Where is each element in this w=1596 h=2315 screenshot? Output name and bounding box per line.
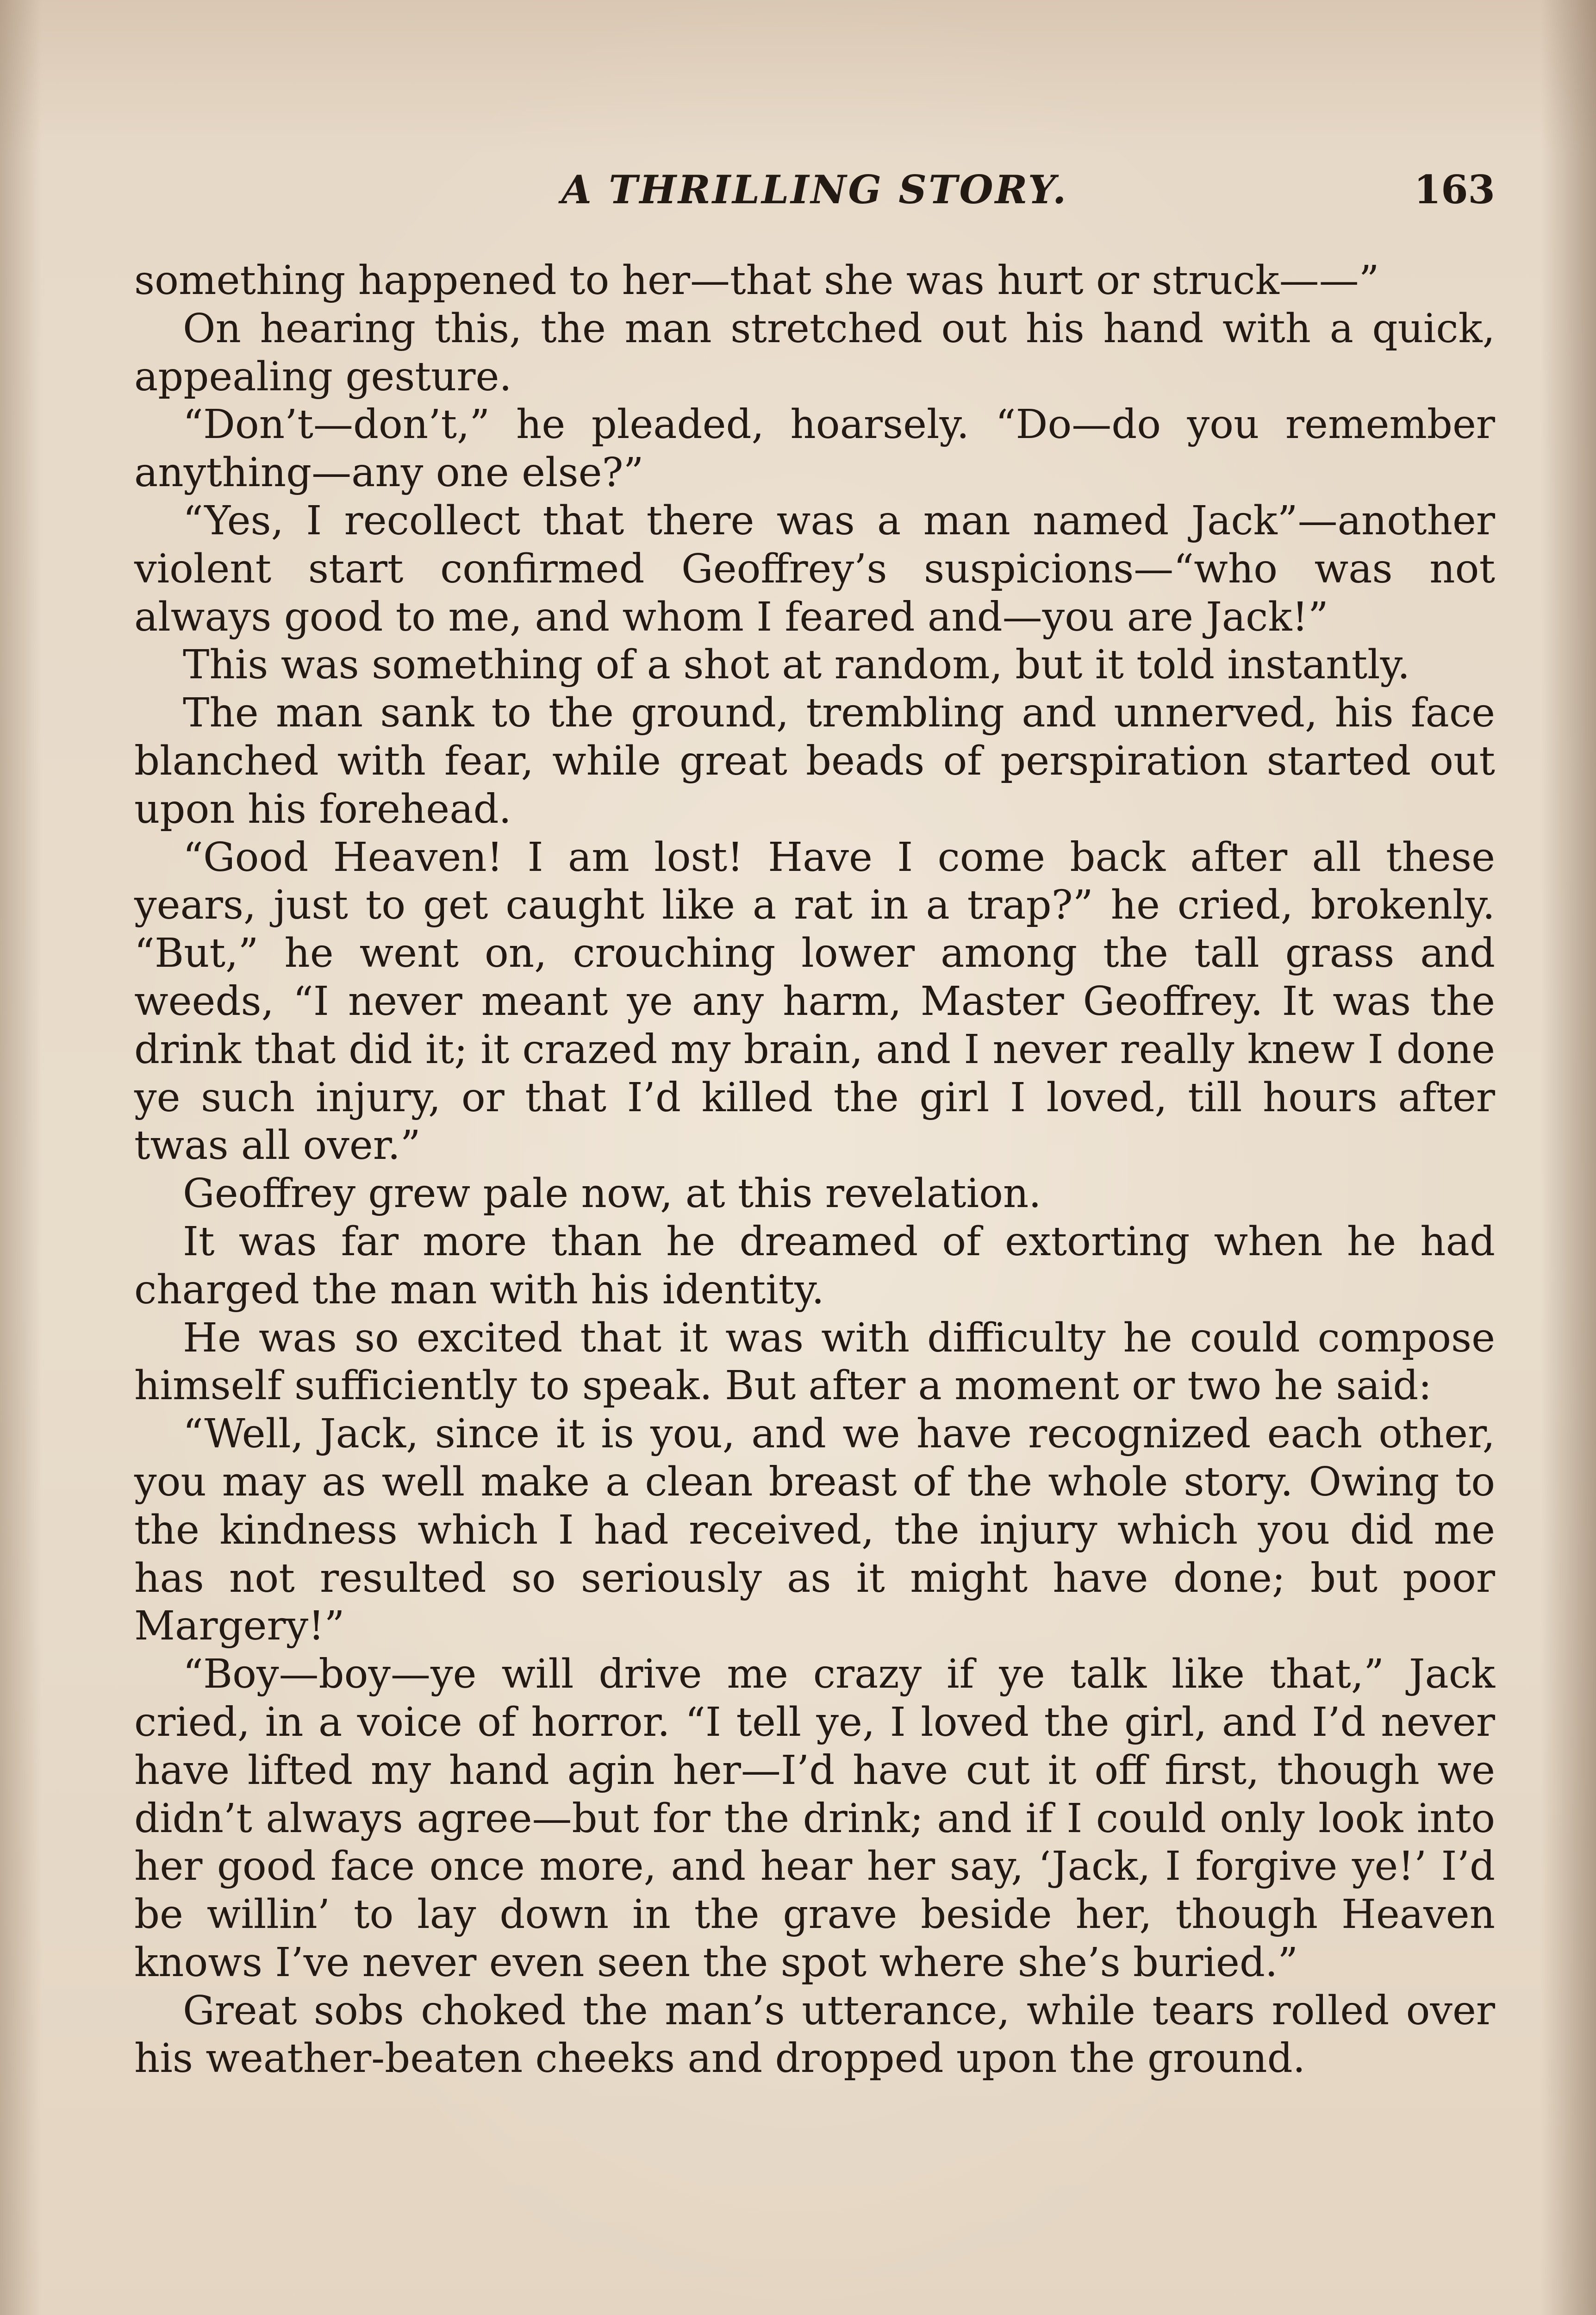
page-header [134, 167, 1495, 222]
body-text [134, 257, 1495, 2083]
paragraph: He was so excited that it was with difficulty he could compose himself sufficiently to speak. But after a moment or two he said: [134, 1314, 1495, 1409]
paragraph: On hearing this, the man stretched out his hand with a quick, appealing gesture. [134, 305, 1495, 400]
paragraph: Geoffrey grew pale now, at this revelation. [183, 1170, 1041, 1217]
page-edge-shadow-left [0, 0, 42, 2315]
paragraph: The man sank to the ground, trembling and unnerved, his face blanched with fear, while great beads of perspiration started out upon his forehead. [134, 690, 1495, 832]
paragraph: something happened to her—that she was hurt or struck——” [134, 257, 1379, 304]
paragraph: “Don’t—don’t,” he pleaded, hoarsely. “Do—do you remember anything—any one else?” [134, 401, 1495, 496]
paragraph: “Well, Jack, since it is you, and we have recognized each other, you may as well make a clean breast of the whole story. Owing to the kindness which I had received, the injury which you did me has not resulted so seriously as it might have done; but poor Margery!” [134, 1411, 1495, 1650]
paragraph: It was far more than he dreamed of extorting when he had charged the man with his identity. [134, 1218, 1495, 1313]
paragraph: “Yes, I recollect that there was a man named Jack”—another violent start confirmed Geoffrey’s suspicions—“who was not always good to me, and whom I feared and—you are Jack!” [134, 497, 1495, 640]
paragraph: This was something of a shot at random, but it told instantly. [183, 642, 1410, 688]
page-number: 163 [1414, 167, 1495, 213]
paragraph: “Good Heaven! I am lost! Have I come back after all these years, just to get caught like a rat in a trap?” he cried, brokenly. “But,” he went on, crouching lower among the tall grass and weeds, “I never meant ye any harm, Master Geoffrey. It was the drink that did it; it crazed my brain, and I never really knew I done ye such injury, or that I’d killed the girl I loved, till hours after twas all over.” [134, 834, 1495, 1169]
paragraph: “Boy—boy—ye will drive me crazy if ye talk like that,” Jack cried, in a voice of horror. “I tell ye, I loved the girl, and I’d never have lifted my hand agin her—I’d have cut it off first, though we didn’t always agree—but for the drink; and if I could only look into her good face once more, and hear her say, ‘Jack, I forgive ye!’ I’d be willin’ to lay down in the grave beside her, though Heaven knows I’ve never even seen the spot where she’s buried.” [134, 1651, 1495, 1986]
running-title: A THRILLING STORY. [561, 167, 1068, 213]
page-edge-shadow-right [1540, 0, 1596, 2315]
paragraph: Great sobs choked the man’s utterance, while tears rolled over his weather-beaten cheeks and dropped upon the ground. [134, 1987, 1495, 2082]
